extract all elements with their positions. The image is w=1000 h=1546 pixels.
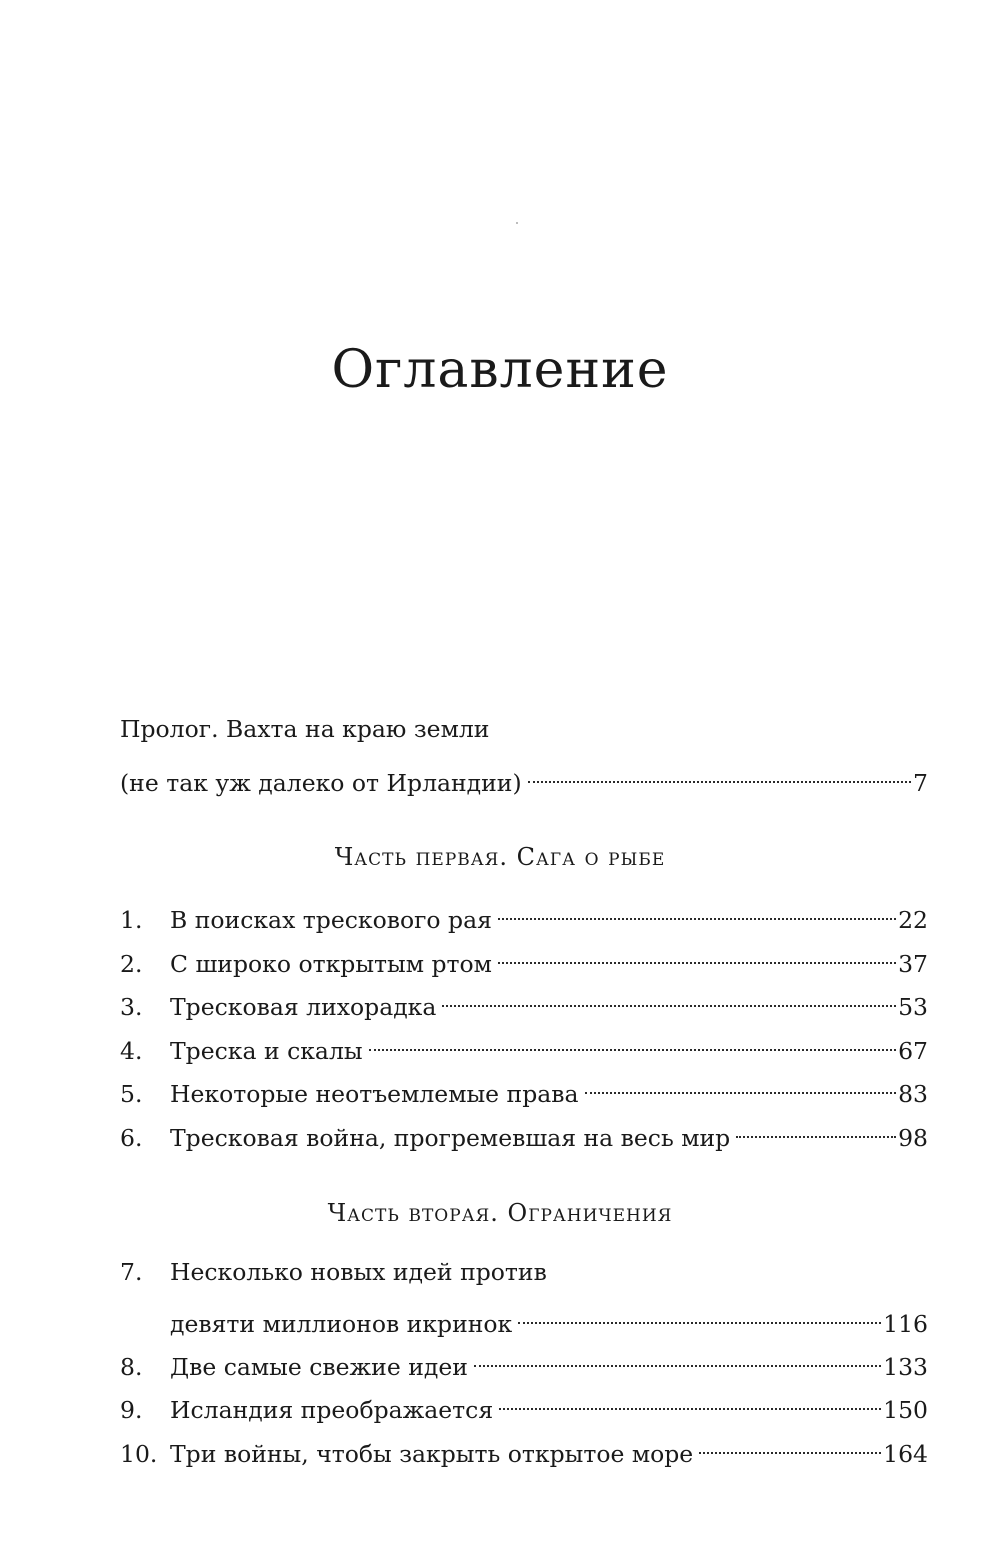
- chapter-number: 10.: [120, 1440, 158, 1468]
- chapter-title: В поисках трескового рая: [170, 906, 492, 934]
- chapter-page: 150: [883, 1396, 928, 1424]
- dot-leader: [442, 981, 896, 1015]
- chapter-title: Тресковая лихорадка: [170, 993, 437, 1021]
- chapter-number: 5.: [120, 1080, 143, 1108]
- chapter-title: Две самые свежие идеи: [170, 1353, 468, 1381]
- prologue-entry-line2[interactable]: [120, 757, 928, 797]
- chapter-number: 2.: [120, 950, 143, 978]
- part1-heading: Часть первая. Сага о рыбе: [334, 843, 666, 871]
- toc-entry[interactable]: [120, 1255, 928, 1289]
- dot-leader: [736, 1112, 896, 1146]
- chapter-title: Треска и скалы: [170, 1037, 363, 1065]
- toc-entry[interactable]: [120, 1112, 928, 1152]
- chapter-page: 37: [898, 950, 928, 978]
- chapter-page: 98: [898, 1124, 928, 1152]
- prologue-entry[interactable]: [120, 712, 928, 746]
- chapter-title: Несколько новых идей против: [170, 1258, 547, 1286]
- chapter-number: 4.: [120, 1037, 143, 1065]
- dot-leader: [518, 1298, 881, 1332]
- page-mark: [516, 222, 518, 224]
- toc-entry[interactable]: [120, 938, 928, 978]
- dot-leader: [585, 1068, 897, 1102]
- dot-leader: [699, 1428, 881, 1462]
- chapter-title: Исландия преображается: [170, 1396, 494, 1424]
- chapter-number: 8.: [120, 1353, 143, 1381]
- chapter-page: 53: [898, 993, 928, 1021]
- chapter-page: 133: [883, 1353, 928, 1381]
- toc-entry[interactable]: [120, 894, 928, 934]
- toc-entry-continuation[interactable]: [120, 1298, 928, 1338]
- prologue-page: 7: [913, 769, 928, 797]
- dot-leader: [369, 1025, 897, 1059]
- chapter-number: 7.: [120, 1258, 143, 1286]
- chapter-page: 83: [898, 1080, 928, 1108]
- chapter-title: С широко открытым ртом: [170, 950, 492, 978]
- chapter-page: 67: [898, 1037, 928, 1065]
- toc-entry[interactable]: [120, 1428, 928, 1468]
- dot-leader: [498, 938, 896, 972]
- toc-entry[interactable]: [120, 1384, 928, 1424]
- chapter-title: Три войны, чтобы закрыть открытое море: [170, 1440, 694, 1468]
- toc-entry[interactable]: [120, 1025, 928, 1065]
- chapter-number: 1.: [120, 906, 143, 934]
- chapter-number: 9.: [120, 1396, 143, 1424]
- prologue-title-line1: Пролог. Вахта на краю земли: [120, 715, 490, 743]
- chapter-title-line2: девяти миллионов икринок: [170, 1310, 513, 1338]
- toc-entry[interactable]: [120, 1341, 928, 1381]
- dot-leader: [499, 1384, 881, 1418]
- dot-leader: [498, 894, 896, 928]
- toc-entry[interactable]: [120, 1068, 928, 1108]
- chapter-title: Некоторые неотъемлемые права: [170, 1080, 579, 1108]
- dot-leader: [528, 757, 911, 791]
- chapter-title: Тресковая война, прогремевшая на весь мир: [170, 1124, 731, 1152]
- part2-heading: Часть вторая. Ограничения: [327, 1199, 673, 1227]
- prologue-title-line2: (не так уж далеко от Ирландии): [120, 769, 522, 797]
- page-title: Оглавление: [331, 340, 669, 400]
- chapter-page: 164: [883, 1440, 928, 1468]
- chapter-number: 3.: [120, 993, 143, 1021]
- toc-entry[interactable]: [120, 981, 928, 1021]
- chapter-page: 22: [898, 906, 928, 934]
- chapter-number: 6.: [120, 1124, 143, 1152]
- dot-leader: [474, 1341, 881, 1375]
- chapter-page: 116: [883, 1310, 928, 1338]
